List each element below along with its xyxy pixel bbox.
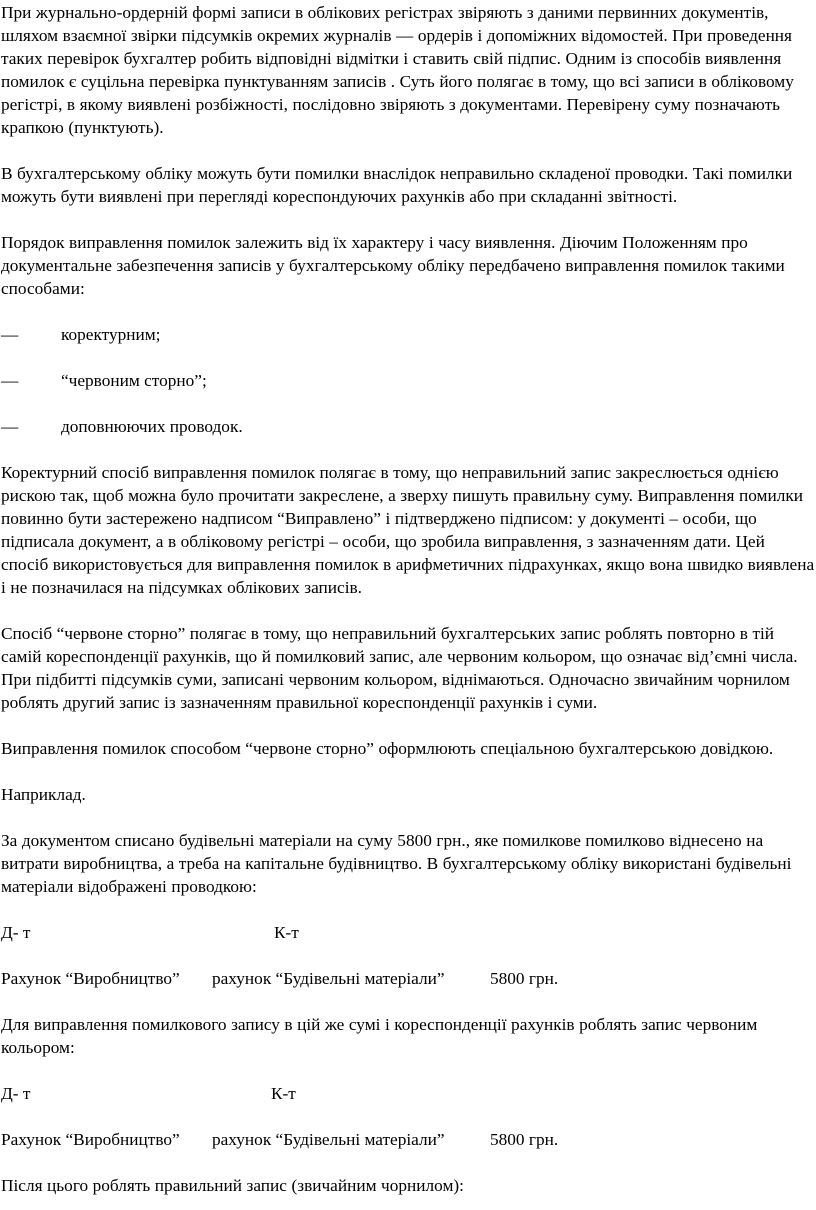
entry-amount: 5800 грн. bbox=[490, 969, 559, 988]
paragraph-posting-errors: В бухгалтерському обліку можуть бути помилки внаслідок неправильно складеної проводки. Такі помилки можуть бути виявлені при перегляді кореспондуючих рахунків або при складанні звітності. bbox=[1, 164, 793, 206]
credit-label: К-т bbox=[271, 1084, 296, 1103]
list-item-text: “червоним сторно”; bbox=[61, 371, 207, 390]
debit-account: Рахунок “Виробництво” bbox=[1, 969, 180, 988]
paragraph-red-storno-certificate: Виправлення помилок способом “червоне сторно” оформлюють спеціальною бухгалтерською довідкою. bbox=[1, 739, 774, 758]
list-item bbox=[1, 415, 815, 438]
entry-amount: 5800 грн. bbox=[490, 1130, 559, 1149]
paragraph-correct-entry: Після цього роблять правильний запис (звичайним чорнилом): bbox=[1, 1176, 464, 1195]
debit-account: Рахунок “Виробництво” bbox=[1, 1130, 180, 1149]
dash-marker: — bbox=[1, 417, 19, 436]
posting-entry bbox=[1, 1128, 815, 1151]
list-item-text: коректурним; bbox=[61, 325, 161, 344]
list-item bbox=[1, 323, 815, 346]
credit-label: К-т bbox=[274, 923, 299, 942]
posting-entry bbox=[1, 967, 815, 990]
list-item-text: доповнюючих проводок. bbox=[61, 417, 243, 436]
debit-label: Д- т bbox=[1, 1084, 31, 1103]
paragraph-proofreading-method: Коректурний спосіб виправлення помилок полягає в тому, що неправильний запис закреслюється однією рискою так, щоб можна було прочитати закреслене, а зверху пишуть правильну суму. Виправлення помилки повинно бути застережено надписом “Виправлено” і підтверджено підписом: у документі – особи, що підписала документ, а в обліковому регістрі – особи, що зробила виправлення, з зазначенням дати. Цей спосіб використовується для виправлення помилок в арифметичних підрахунках, якщо вона швидко виявлена і не позначилася на підсумках облікових записів. bbox=[1, 463, 815, 597]
list-item bbox=[1, 369, 815, 392]
paragraph-red-storno: Спосіб “червоне сторно” полягає в тому, що неправильний бухгалтерських запис роблять повторно в тій самій кореспонденції рахунків, що й помилковий запис, але червоним кольором, що означає від’ємні числа. При підбитті підсумків суми, записані червоним кольором, віднімаються. Одночасно звичайним чорнилом роблять другий запис із зазначенням правильної кореспонденції рахунків і суми. bbox=[1, 624, 798, 712]
entry-header bbox=[1, 921, 815, 944]
credit-account: рахунок “Будівельні матеріали” bbox=[212, 969, 445, 988]
paragraph-example: За документом списано будівельні матеріали на суму 5800 грн., яке помилкове помилково віднесено на витрати виробництва, а треба на капітальне будівництво. В бухгалтерському обліку використані будівельні матеріали відображені проводкою: bbox=[1, 831, 792, 896]
paragraph-verification: При журнально-ордерній формі записи в облікових регістрах звіряють з даними первинних документів, шляхом взаємної звірки підсумків окремих журналів — ордерів і допоміжних відомостей. При проведення таких перевірок бухгалтер робить відповідні відмітки і ставить свій підпис. Одним із способів виявлення помилок є суцільна перевірка пунктуванням записів . Суть його полягає в тому, що всі записи в обліковому регістрі, в якому виявлені розбіжності, послідовно звіряють з документами. Перевірену суму позначають крапкою (пунктують). bbox=[1, 3, 794, 137]
paragraph-example-heading: Наприклад. bbox=[1, 785, 86, 804]
paragraph-correction-red: Для виправлення помилкового запису в цій же сумі і кореспонденції рахунків роблять запис червоним кольором: bbox=[1, 1015, 758, 1057]
entry-header bbox=[1, 1082, 815, 1105]
dash-marker: — bbox=[1, 371, 19, 390]
paragraph-correction-order: Порядок виправлення помилок залежить від їх характеру і часу виявлення. Діючим Положенням про документальне забезпечення записів у бухгалтерському обліку передбачено виправлення помилок такими способами: bbox=[1, 233, 785, 298]
debit-label: Д- т bbox=[1, 923, 31, 942]
dash-marker: — bbox=[1, 325, 19, 344]
credit-account: рахунок “Будівельні матеріали” bbox=[212, 1130, 445, 1149]
